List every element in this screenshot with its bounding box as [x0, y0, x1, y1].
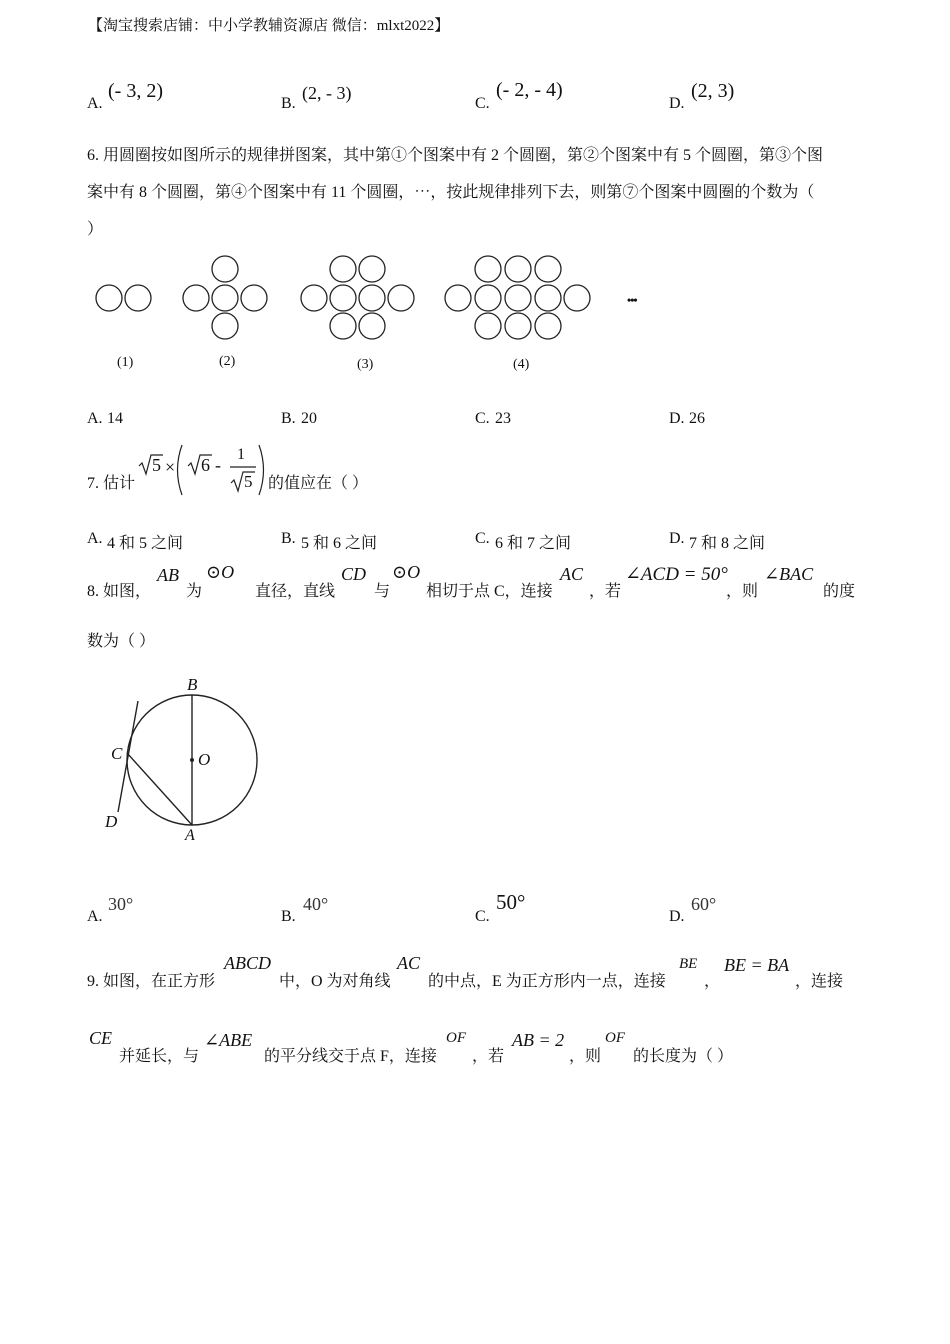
- q5-option-c-value: (- 2, - 4): [496, 79, 563, 101]
- q6-option-a-value: 14: [107, 410, 123, 427]
- q9-math-of: OF: [446, 1030, 466, 1046]
- q6-caption-2: (2): [219, 354, 236, 369]
- q9-stem-part1: 9. 如图，在正方形: [87, 973, 216, 990]
- q7-option-b-value: 5 和 6 之间: [301, 535, 378, 552]
- q9-stem-part3: 的中点，E 为正方形内一点，连接: [428, 973, 666, 990]
- q7-minus: -: [215, 455, 221, 475]
- q8-stem-part5: 相切于点 C，连接: [426, 583, 553, 600]
- q7-option-c-value: 6 和 7 之间: [495, 535, 572, 552]
- q8-label-d: D: [105, 812, 118, 831]
- q8-stem-part1: 8. 如图，: [87, 583, 152, 600]
- q7-frac-num: 1: [237, 446, 245, 463]
- q6-option-d-letter: D.: [669, 410, 685, 427]
- q7-option-a-letter: A.: [87, 530, 103, 547]
- q6-caption-4: (4): [513, 357, 530, 372]
- q7-option-b-letter: B.: [281, 530, 296, 547]
- q8-option-d-value: 60°: [691, 894, 717, 914]
- q9-math-ac: AC: [397, 953, 421, 973]
- q9-stem-part4: ，: [704, 973, 721, 990]
- q6-option-c-letter: C.: [475, 410, 490, 427]
- q8-label-o: O: [198, 750, 211, 769]
- q7-suffix: 的值应在（ ）: [268, 475, 369, 492]
- q6-option-d-value: 26: [689, 410, 705, 427]
- q9-math-be-eq-ba: BE = BA: [724, 955, 790, 975]
- q5-option-a-letter: A.: [87, 95, 103, 112]
- q8-stem-part3: 直径，直线: [255, 583, 336, 600]
- q9-stem-part10: 的长度为（ ）: [633, 1048, 734, 1065]
- q8-stem-line2: 数为（ ）: [87, 633, 156, 650]
- q6-caption-3: (3): [357, 357, 374, 372]
- q5-option-b-value: (2, - 3): [302, 83, 352, 103]
- q5-option-d-value: (2, 3): [691, 80, 735, 102]
- q9-math-ce: CE: [89, 1028, 113, 1048]
- q6-stem-line1: 6. 用圆圈按如图所示的规律拼图案，其中第①个图案中有 2 个圆圈，第②个图案中有 5 个圆圈，第③个图: [87, 147, 824, 164]
- q6-option-a-letter: A.: [87, 410, 103, 427]
- q8-stem-part2: 为: [186, 583, 203, 600]
- q9-stem-part2: 中，O 为对角线: [279, 973, 391, 990]
- q7-option-d-letter: D.: [669, 530, 685, 547]
- q8-stem-part4: 与: [374, 583, 391, 600]
- q5-option-b-letter: B.: [281, 95, 296, 112]
- q6-option-c-value: 23: [495, 410, 511, 427]
- segment-ac: [127, 753, 192, 825]
- q6-ellipsis: •••: [627, 293, 637, 307]
- q8-math-angle-acd: ∠ACD = 50°: [625, 564, 728, 585]
- q8-option-c-letter: C.: [475, 908, 490, 925]
- q8-math-angle-bac: ∠BAC: [764, 564, 814, 584]
- page-header: 【淘宝搜索店铺：中小学教辅资源店 微信：mlxt2022】: [88, 18, 450, 34]
- q8-label-b: B: [187, 675, 198, 694]
- q6-option-b-letter: B.: [281, 410, 296, 427]
- q8-math-circle-o2: ⊙O: [392, 562, 421, 582]
- q7-frac-den: 5: [244, 472, 253, 491]
- q7-option-c-letter: C.: [475, 530, 490, 547]
- q9-math-angle-abe: ∠ABE: [204, 1030, 253, 1050]
- q5-option-d-letter: D.: [669, 95, 685, 112]
- q8-stem-part7: ，则: [726, 583, 759, 600]
- q9-stem-part7: 的平分线交于点 F，连接: [264, 1048, 437, 1065]
- q9-stem-part8: ，若: [472, 1048, 505, 1065]
- q8-stem-part8: 的度: [823, 583, 856, 600]
- q9-stem-part9: ，则: [569, 1048, 602, 1065]
- q7-prefix: 7. 估计: [87, 475, 136, 492]
- center-point: [190, 758, 194, 762]
- q9-stem-part5: ，连接: [795, 973, 844, 990]
- q8-math-ab: AB: [157, 565, 179, 585]
- q8-option-a-letter: A.: [87, 908, 103, 925]
- q9-math-be: BE: [679, 956, 698, 972]
- q8-option-d-letter: D.: [669, 908, 685, 925]
- q5-option-c-letter: C.: [475, 95, 490, 112]
- q8-stem-part6: ，若: [589, 583, 622, 600]
- q7-sqrt6: 6: [201, 455, 210, 475]
- q9-math-of2: OF: [605, 1030, 625, 1046]
- q6-option-b-value: 20: [301, 410, 317, 427]
- q8-math-cd: CD: [341, 564, 367, 584]
- q8-label-c: C: [111, 744, 123, 763]
- q7-option-d-value: 7 和 8 之间: [689, 535, 766, 552]
- q7-sqrt5: 5: [152, 455, 161, 475]
- q7-times: ×: [165, 457, 176, 477]
- q8-option-b-letter: B.: [281, 908, 296, 925]
- q8-math-ac: AC: [560, 564, 584, 584]
- q6-stem-line2: 案中有 8 个圆圈，第④个图案中有 11 个圆圈，⋯，按此规律排列下去，则第⑦个图案中圆圈的个数为（: [87, 184, 815, 201]
- q8-option-c-value: 50°: [496, 890, 526, 914]
- q8-option-a-value: 30°: [108, 894, 134, 914]
- q8-label-a: A: [185, 827, 195, 844]
- q9-stem-part6: 并延长，与: [119, 1048, 200, 1065]
- q9-math-abcd: ABCD: [224, 953, 271, 973]
- q9-math-ab-eq-2: AB = 2: [512, 1030, 565, 1050]
- q6-caption-1: (1): [117, 355, 134, 370]
- q6-stem-line3: ）: [87, 221, 104, 238]
- q8-option-b-value: 40°: [303, 894, 329, 914]
- q7-option-a-value: 4 和 5 之间: [107, 535, 184, 552]
- q8-math-circle-o: ⊙O: [206, 562, 235, 582]
- q5-option-a-value: (- 3, 2): [108, 80, 163, 102]
